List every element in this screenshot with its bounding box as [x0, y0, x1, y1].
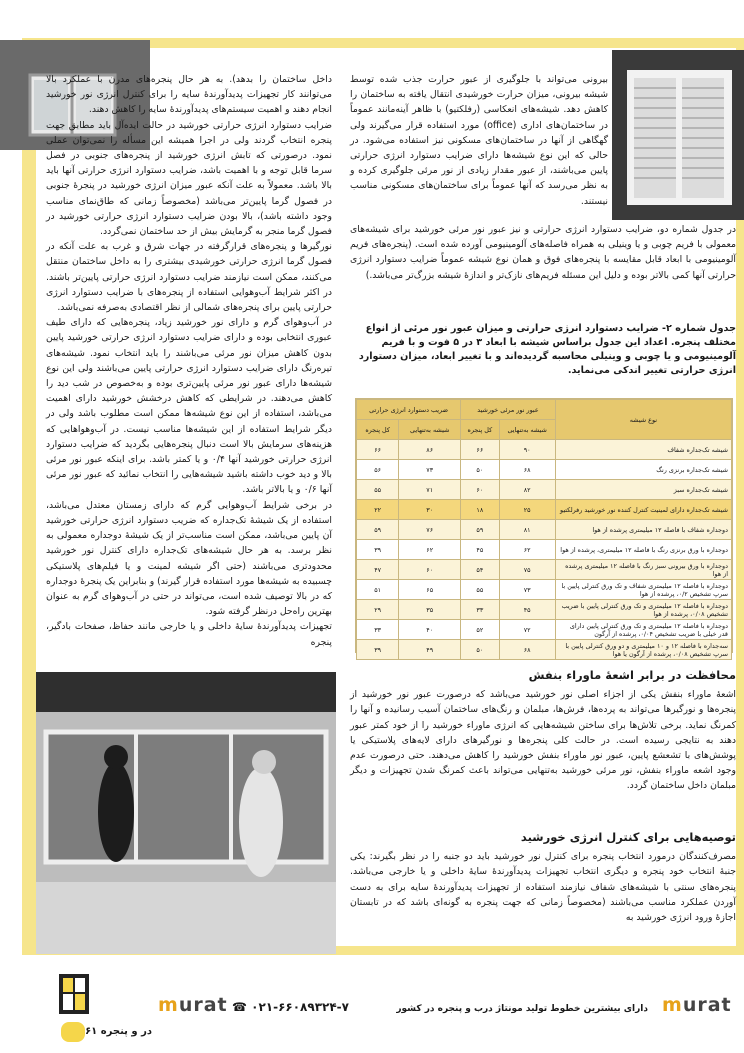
cell-shgc-center: ۴۹: [399, 640, 461, 660]
footer-slogan: دارای بیشترین خطوط تولید مونتاژ درب و پنجره در کشور: [396, 1004, 648, 1014]
col-head-type: نوع شیشه: [555, 400, 731, 440]
phone-icon: ☎: [232, 1000, 252, 1014]
table-row: [357, 580, 732, 600]
table-row: [357, 640, 732, 660]
cell-shgc-whole: ۴۷: [357, 560, 399, 580]
footer-phone: [232, 1000, 349, 1014]
magazine-logo-icon: [55, 972, 93, 1044]
table-caption: [350, 322, 736, 384]
table-row: [357, 540, 732, 560]
cell-shgc-whole: ۳۳: [357, 620, 399, 640]
left-paragraph-5: در برخی شرایط آب‌وهوایی گرم که دارای زمستان معتدل می‌باشد، استفاده از یک شیشهٔ تک‌جداره که ضریب دستوارد انرژی حرارتی خورشید آن پایین می‌باشد، ممکن است مناسب‌تر از یک شیشهٔ دوجداره معمولی به نظر برسد. به هر حال شیشه‌های تک‌جداره دارای کنترل نور خورشید محدودتری می‌باشند (حتی اگر شیشه لمینت و یا فیلم‌های پلاستیکی چسبیده به شیشه‌ها مورد استفاده قرار گیرند) و بنابراین یک پنجرهٔ دوجداره که در بالا توصیف شده است، می‌تواند در حتی در آب‌وهوای گرم به عنوان بهترین راه‌حل درنظر گرفته شود.: [46, 499, 332, 618]
footer: [0, 960, 744, 1053]
table-row: [357, 440, 732, 460]
left-column: [46, 72, 332, 670]
cell-shgc-whole: ۲۲: [357, 500, 399, 520]
cell-light-whole: ۵۴: [461, 560, 499, 580]
rec-section: [350, 824, 736, 954]
table-row: [357, 500, 732, 520]
cell-glass-type: دوجداره شفاف با فاصله ۱۲ میلیمتری پرشده از هوا: [555, 520, 731, 540]
table-row: [357, 620, 732, 640]
cell-light-center: ۶۸: [499, 460, 555, 480]
uv-paragraph: اشعهٔ ماوراء بنفش یکی از اجزاء اصلی نور خورشید می‌باشد که درصورت عبور نور خورشید از پنجره‌ها و نورگیرها می‌تواند به پرده‌ها، فرش‌ها، مبلمان و رنگ‌های ساختمان آسیب رسانیده و آنها را کمرنگ نماید. برخی تلاش‌ها برای ساختن شیشه‌هایی که انرژی ماوراء خورشید را از خود کمتر عبور دهند به نتایجی رسیده است. در حالت کلی پنجره‌ها و نورگیرهای دارای لایه‌های پلاستیکی یا پوشش‌های با تشعشع پایین، عبور نور ماوراء بنفش خورشید را کاهش می‌دهند. حتی درصورت عدم وجود اشعه ماوراء بنفش، نور مرئی خورشید به‌تنهایی می‌تواند باعث کمرنگ شدن تجهیزات و دیگر مبلمان داخل ساختمان گردد.: [350, 689, 736, 792]
col-head-shgc: ضریب دستوارد انرژی حرارتی: [357, 400, 461, 420]
table-row: [357, 600, 732, 620]
left-paragraph-4: در آب‌وهوای گرم و دارای نور خورشید زیاد، پنجره‌هایی که دارای طیف عبوری انتخابی بوده و دارای ضرایب دستوارد انرژی حرارتی خورشید پایین بدون کاهش میزان نور مرئی می‌باشند را باید انتخاب نمود. شیشه‌های تیره‌رنگ دارای ضرایب دستوارد انرژی حرارتی پایین می‌باشند ولی این نوع شیشه‌ها دارای عبور نور مرئی پایین‌تری بوده و به‌خصوص در شب دید را کاهش می‌دهند. در شرایطی که کاهش درخشش خورشید دارای اهمیت می‌باشد، استفاده از این نوع شیشه‌ها ممکن است مطلوب باشد ولی در دیگر شرایط استفاده از این شیشه‌ها مناسب نیست. در آب‌وهواهایی که هزینه‌های سرمایش بالا است دنبال پنجره‌هایی بگردید که ضرایب دستوارد انرژی حرارتی خورشید آنها ۰/۴ و یا کمتر باشد. برای اینکه عبور نور مرئی بالا و دید خوب داشته باشید شیشه‌هایی را انتخاب نمائید که عبور نور مرئی آنها ۰/۶ و یا بالاتر باشد.: [46, 317, 332, 496]
cell-shgc-whole: ۵۱: [357, 580, 399, 600]
cell-light-center: ۸۱: [499, 520, 555, 540]
cell-light-center: ۲۵: [499, 500, 555, 520]
cell-light-center: ۴۵: [499, 600, 555, 620]
cell-glass-type: شیشه تک‌جداره دارای لمینیت کنترل کننده نور خورشید رفرلکتیو: [555, 500, 731, 520]
shgc-table: [356, 399, 732, 660]
cell-shgc-center: ۶۲: [399, 540, 461, 560]
cell-glass-type: شیشه تک‌جداره سبز: [555, 480, 731, 500]
shutter-window-icon: [612, 50, 744, 220]
table-row: [357, 460, 732, 480]
cell-shgc-whole: ۵۹: [357, 520, 399, 540]
cell-light-whole: ۶۶: [461, 440, 499, 460]
cell-light-center: ۷۵: [499, 560, 555, 580]
magazine-name: در و پنجره ۶۱: [85, 1026, 152, 1037]
cell-glass-type: شیشه تک‌جداره شفاف: [555, 440, 731, 460]
cell-light-whole: ۱۸: [461, 500, 499, 520]
sub-head-light-whole: کل پنجره: [461, 420, 499, 440]
cell-light-whole: ۳۳: [461, 600, 499, 620]
sub-head-shgc-whole: کل پنجره: [357, 420, 399, 440]
cell-shgc-whole: ۲۹: [357, 600, 399, 620]
cell-light-center: ۷۲: [499, 620, 555, 640]
cell-glass-type: سه‌جداره با فاصله ۱۲ و ۱۰ میلیمتری و دو ورق کنترلی پایین با سرپ تشخیص ۰/۰۸، پرشده از آرگون یا هوا: [555, 640, 731, 660]
table-row: [357, 560, 732, 580]
cell-shgc-whole: ۳۹: [357, 640, 399, 660]
cell-glass-type: دوجداره با فاصله ۱۲ میلیمتری و تک ورق کنترلی پایین دارای قدر خیلی با ضریب تشخیص ۰/۰۴، پرشده از آرگون: [555, 620, 731, 640]
shgc-table-container: [355, 398, 733, 658]
cell-light-center: ۸۲: [499, 480, 555, 500]
cell-shgc-center: ۳۰: [399, 500, 461, 520]
cell-light-center: ۷۳: [499, 580, 555, 600]
cell-glass-type: دوجداره با فاصله ۱۲ میلیمتری و تک ورق کنترلی پایین با ضریب تشخیص ۰/۰۸، پرشده از هوا: [555, 600, 731, 620]
table-row: [357, 520, 732, 540]
cell-light-center: ۶۲: [499, 540, 555, 560]
brand-logo-right: murat: [662, 994, 732, 1016]
cell-shgc-whole: ۳۹: [357, 540, 399, 560]
workers-installing-window-icon: [36, 672, 336, 954]
cell-shgc-center: ۷۳: [399, 460, 461, 480]
table-caption-text: جدول شماره ۲- ضرایب دستوارد انرژی حرارتی و میزان عبور نور مرئی از انواع مختلف پنجره. اعداد این جدول براساس شیشه با ابعاد ۳ در ۵ فوت و با فریم آلومینیومی و یا چوبی و وینیلی محاسبه گردیده‌اند و با تغییر ابعاد، میزان دستوارد انرژی حرارتی تغییر اندکی می‌نماید.: [358, 323, 736, 376]
cell-glass-type: شیشه تک‌جداره برنزی رنگ: [555, 460, 731, 480]
cell-shgc-center: ۶۰: [399, 560, 461, 580]
brand-logo-left: murat: [158, 994, 228, 1016]
table-intro-text: در جدول شماره دو، ضرایب دستوارد انرژی حرارتی و نیز عبور نور مرئی خورشید برای شیشه‌های معمولی با فریم چوبی و یا وینیلی به همراه فاصله‌های آلومینیومی آورده شده است. (پنجره‌های فریم آلومینیومی با ابعاد قابل مقایسه با پنجره‌های فوق و همان نوع شیشه عموماً ضرایب دستوارد انرژی حرارتی آنها کمی بالاتر بوده و دلیل این مسئله فریم‌های نازک‌تر و اندازهٔ شیشه بزرگ‌تر می‌باشد.): [350, 224, 736, 281]
uv-heading: محافظت در برابر اشعهٔ ماوراء بنفش: [528, 668, 736, 682]
left-paragraph-3: نورگیرها و پنجره‌های قرارگرفته در جهات شرق و غرب به علت آنکه در فصول گرما انرژی حرارتی خورشیدی بیشتری را به داخل ساختمان منتقل می‌کنند، ممکن است نیازمند ضرایب دستوارد انرژی حرارتی پایین‌تر باشند. در اکثر شرایط آب‌وهوایی استفاده از پنجره‌های با ضرایب دستوارد انرژی حرارتی پایین برای پنجره‌های شمالی از نظر اقتصادی به‌صرفه نمی‌باشد.: [46, 241, 332, 314]
rec-paragraph: مصرف‌کنندگان درمورد انتخاب پنجره برای کنترل نور خورشید باید دو جنبه را در نظر بگیرند: یکی جنبهٔ انتخاب خود پنجره و دیگری انتخاب تجهیزات پدیدآورندهٔ سایهٔ داخلی و یا خارجی می‌باشد. پنجره‌های سنتی با شیشه‌های شفاف نیازمند استفاده از تجهیزات پدیدآورندهٔ سایه برای به دست آوردن عملکرد مناسب می‌باشند (مخصوصاً زمانی که جهت پنجره به گونه‌ای باشد که در تابستان اجازهٔ ورود انرژی خورشید به: [350, 851, 736, 924]
cell-light-whole: ۵۵: [461, 580, 499, 600]
cell-shgc-center: ۳۵: [399, 600, 461, 620]
cell-shgc-whole: ۵۵: [357, 480, 399, 500]
cell-shgc-center: ۸۶: [399, 440, 461, 460]
cell-shgc-whole: ۵۶: [357, 460, 399, 480]
left-paragraph-2: ضرایب دستوارد انرژی حرارتی خورشید در حالت ایده‌آل باید مطابق جهت پنجره انتخاب گردند ولی در اجرا همیشه این مسأله را نمی‌توان عملی نمود. درصورتی که تابش انرژی خورشید از پنجره‌های جنوبی در فصل سرما قابل توجه و با اهمیت باشد، ضرایب دستوارد انرژی حرارتی آنها باید بالا باشد. معمولاً به علت آنکه عبور میزان انرژی خورشید در پنجرهٔ جنوبی در فصول گرما پایین‌تر می‌باشد (مخصوصاً زمانی که طاق‌نمای مناسب وجود داشته باشد)، بالا بودن ضرایب دستوارد انرژی حرارتی خورشید در فصول گرما منجر به گرمایش بیش از حد ساختمان نمی‌گردد.: [46, 119, 332, 238]
cell-shgc-center: ۷۱: [399, 480, 461, 500]
cell-light-center: ۹۰: [499, 440, 555, 460]
cell-glass-type: دوجداره با فاصله ۱۲ میلیمتری شفاف و تک ورق کنترلی پایین با سرپ تشخیص ۰/۲، پرشده از هوا: [555, 580, 731, 600]
cell-shgc-center: ۷۶: [399, 520, 461, 540]
left-paragraph-1: داخل ساختمان را بدهد). به هر حال پنجره‌های مدرن با عملکرد بالا می‌توانند کار تجهیزات پدیدآورندهٔ سایه را برای کنترل انرژی نور خورشید انجام دهند و اهمیت سیستم‌های پدیدآورندهٔ سایه را کاهش دهند.: [46, 74, 332, 116]
cell-light-center: ۶۸: [499, 640, 555, 660]
shutter-photo-top-right: [612, 50, 744, 220]
table-row: [357, 480, 732, 500]
right-top-text: بیرونی می‌تواند با جلوگیری از عبور حرارت جذب شده توسط شیشه بیرونی، میزان حرارت خورشیدی انتقال یافته به ساختمان را کاهش دهد. شیشه‌های انعکاسی (رفلکتیو) با ظاهر آینه‌مانند عموماً در ساختمان‌های اداری (office) مورد استفاده قرار می‌گیرند ولی گهگاهی از آنها در ساختمان‌های مسکونی نیز استفاده می‌شود. در حالی که این نوع شیشه‌ها دارای ضرایب دستوارد انرژی حرارتی پایین می‌باشند، از عبور مقدار زیادی از نور مرئی جلوگیری کرده و به نظر می‌رسد که آنها عموماً برای ساختمان‌های مسکونی مناسب نیستند.: [350, 74, 608, 207]
rec-heading: توصیه‌هایی برای کنترل انرژی خورشید: [520, 830, 736, 844]
cell-glass-type: دوجداره با ورق برنزی رنگ با فاصله ۱۲ میلیمتری، پرشده از هوا: [555, 540, 731, 560]
left-paragraph-6: تجهیزات پدیدآورندهٔ سایهٔ داخلی و یا خارجی مانند حفاظ، صفحات بادگیر، پنجره: [46, 621, 332, 648]
cell-shgc-center: ۴۰: [399, 620, 461, 640]
cell-light-whole: ۶۰: [461, 480, 499, 500]
cell-glass-type: دوجداره با ورق بیرونی سبز رنگ با فاصله ۱۲ میلیمتری پرشده از هوا: [555, 560, 731, 580]
cell-shgc-whole: ۶۶: [357, 440, 399, 460]
phone-number: ۰۲۱-۶۶۰۸۹۳۲۴-۷: [251, 1000, 349, 1014]
col-head-light: عبور نور مرئی خورشید: [461, 400, 556, 420]
cell-light-whole: ۴۵: [461, 540, 499, 560]
cell-light-whole: ۵۰: [461, 640, 499, 660]
cell-shgc-center: ۶۵: [399, 580, 461, 600]
cell-light-whole: ۵۹: [461, 520, 499, 540]
right-top-paragraph: [350, 72, 608, 222]
uv-section: [350, 662, 736, 822]
cell-light-whole: ۵۲: [461, 620, 499, 640]
table-intro: [350, 222, 736, 308]
cell-light-whole: ۵۰: [461, 460, 499, 480]
sub-head-light-center: شیشه به‌تنهایی: [499, 420, 555, 440]
installation-photo: [36, 672, 336, 954]
sub-head-shgc-center: شیشه به‌تنهایی: [399, 420, 461, 440]
